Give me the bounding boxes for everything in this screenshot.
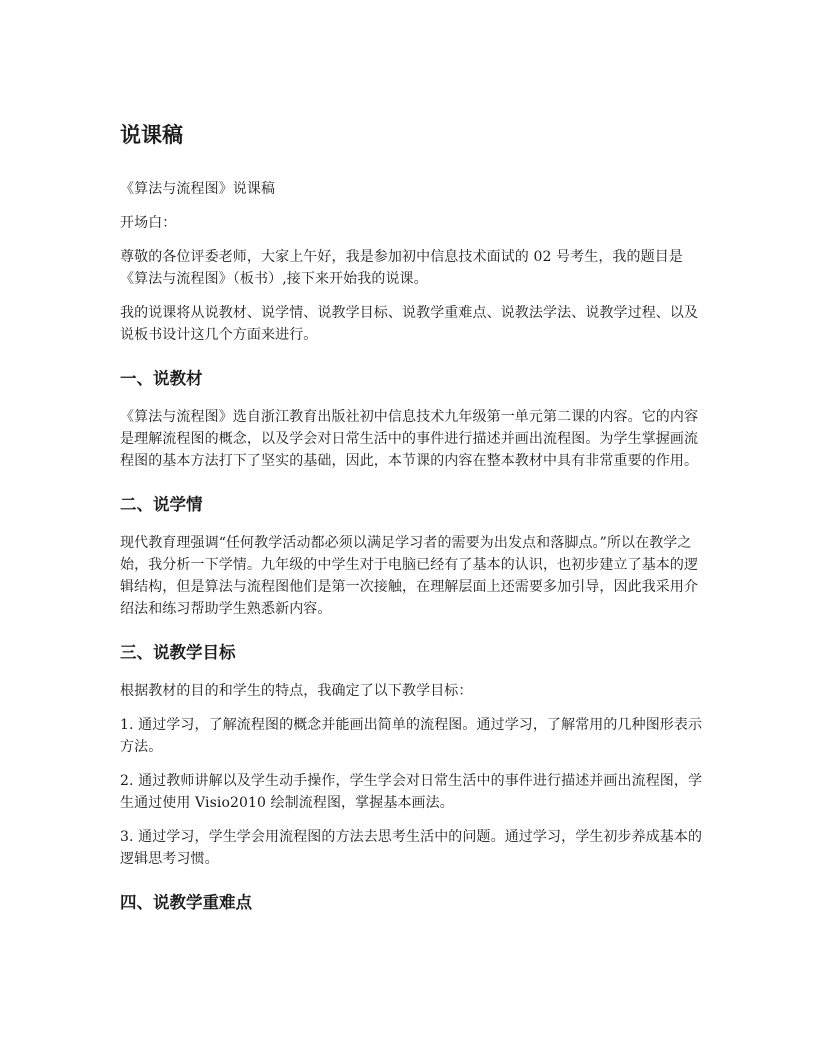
section-heading-key-points: 四、说教学重难点 (120, 893, 252, 912)
document-title: 说课稿 (120, 123, 183, 147)
section-paragraph: 现代教育理强调“任何教学活动都必须以满足学习者的需要为出发点和落脚点。”所以在教学之始，我分析一下学情。九年级的中学生对于电脑已经有了基本的认识，也初步建立了基本的逻辑结构，但是算法与流程图他们是第一次接触，在理解层面上还需要多加引导，因此我采用介绍法和练习帮助学生熟悉新内容。 (120, 535, 699, 617)
section-heading-textbook: 一、说教材 (120, 369, 203, 388)
section-heading-objectives: 三、说教学目标 (120, 643, 236, 662)
objective-item-1: 1. 通过学习，了解流程图的概念并能画出简单的流程图。通过学习，了解常用的几种图形表示方法。 (120, 717, 703, 755)
document-page (120, 118, 704, 930)
opening-label: 开场白： (120, 215, 177, 231)
section-paragraph: 根据教材的目的和学生的特点，我确定了以下教学目标： (120, 683, 473, 699)
objective-item-2: 2. 通过教师讲解以及学生动手操作，学生学会对日常生活中的事件进行描述并画出流程图，学生通过使用 Visio2010 绘制流程图，掌握基本画法。 (120, 773, 703, 811)
objective-item-3: 3. 通过学习，学生学会用流程图的方法去思考生活中的问题。通过学习，学生初步养成基本的逻辑思考习惯。 (120, 829, 703, 867)
section-paragraph: 《算法与流程图》选自浙江教育出版社初中信息技术九年级第一单元第二课的内容。它的内容是理解流程图的概念，以及学会对日常生活中的事件进行描述并画出流程图。为学生掌握画流程图的基本方法打下了坚实的基础，因此，本节课的内容在整本教材中具有非常重要的作用。 (120, 409, 699, 469)
section-heading-learners: 二、说学情 (120, 495, 203, 514)
intro-paragraph-1: 尊敬的各位评委老师，大家上午好，我是参加初中信息技术面试的 02 号考生，我的题目是《算法与流程图》（板书）,接下来开始我的说课。 (120, 249, 683, 287)
intro-paragraph-2: 我的说课将从说教材、说学情、说教学目标、说教学重难点、说教法学法、说教学过程、以及说板书设计这几个方面来进行。 (120, 305, 699, 343)
document-subtitle: 《算法与流程图》说课稿 (120, 181, 276, 197)
